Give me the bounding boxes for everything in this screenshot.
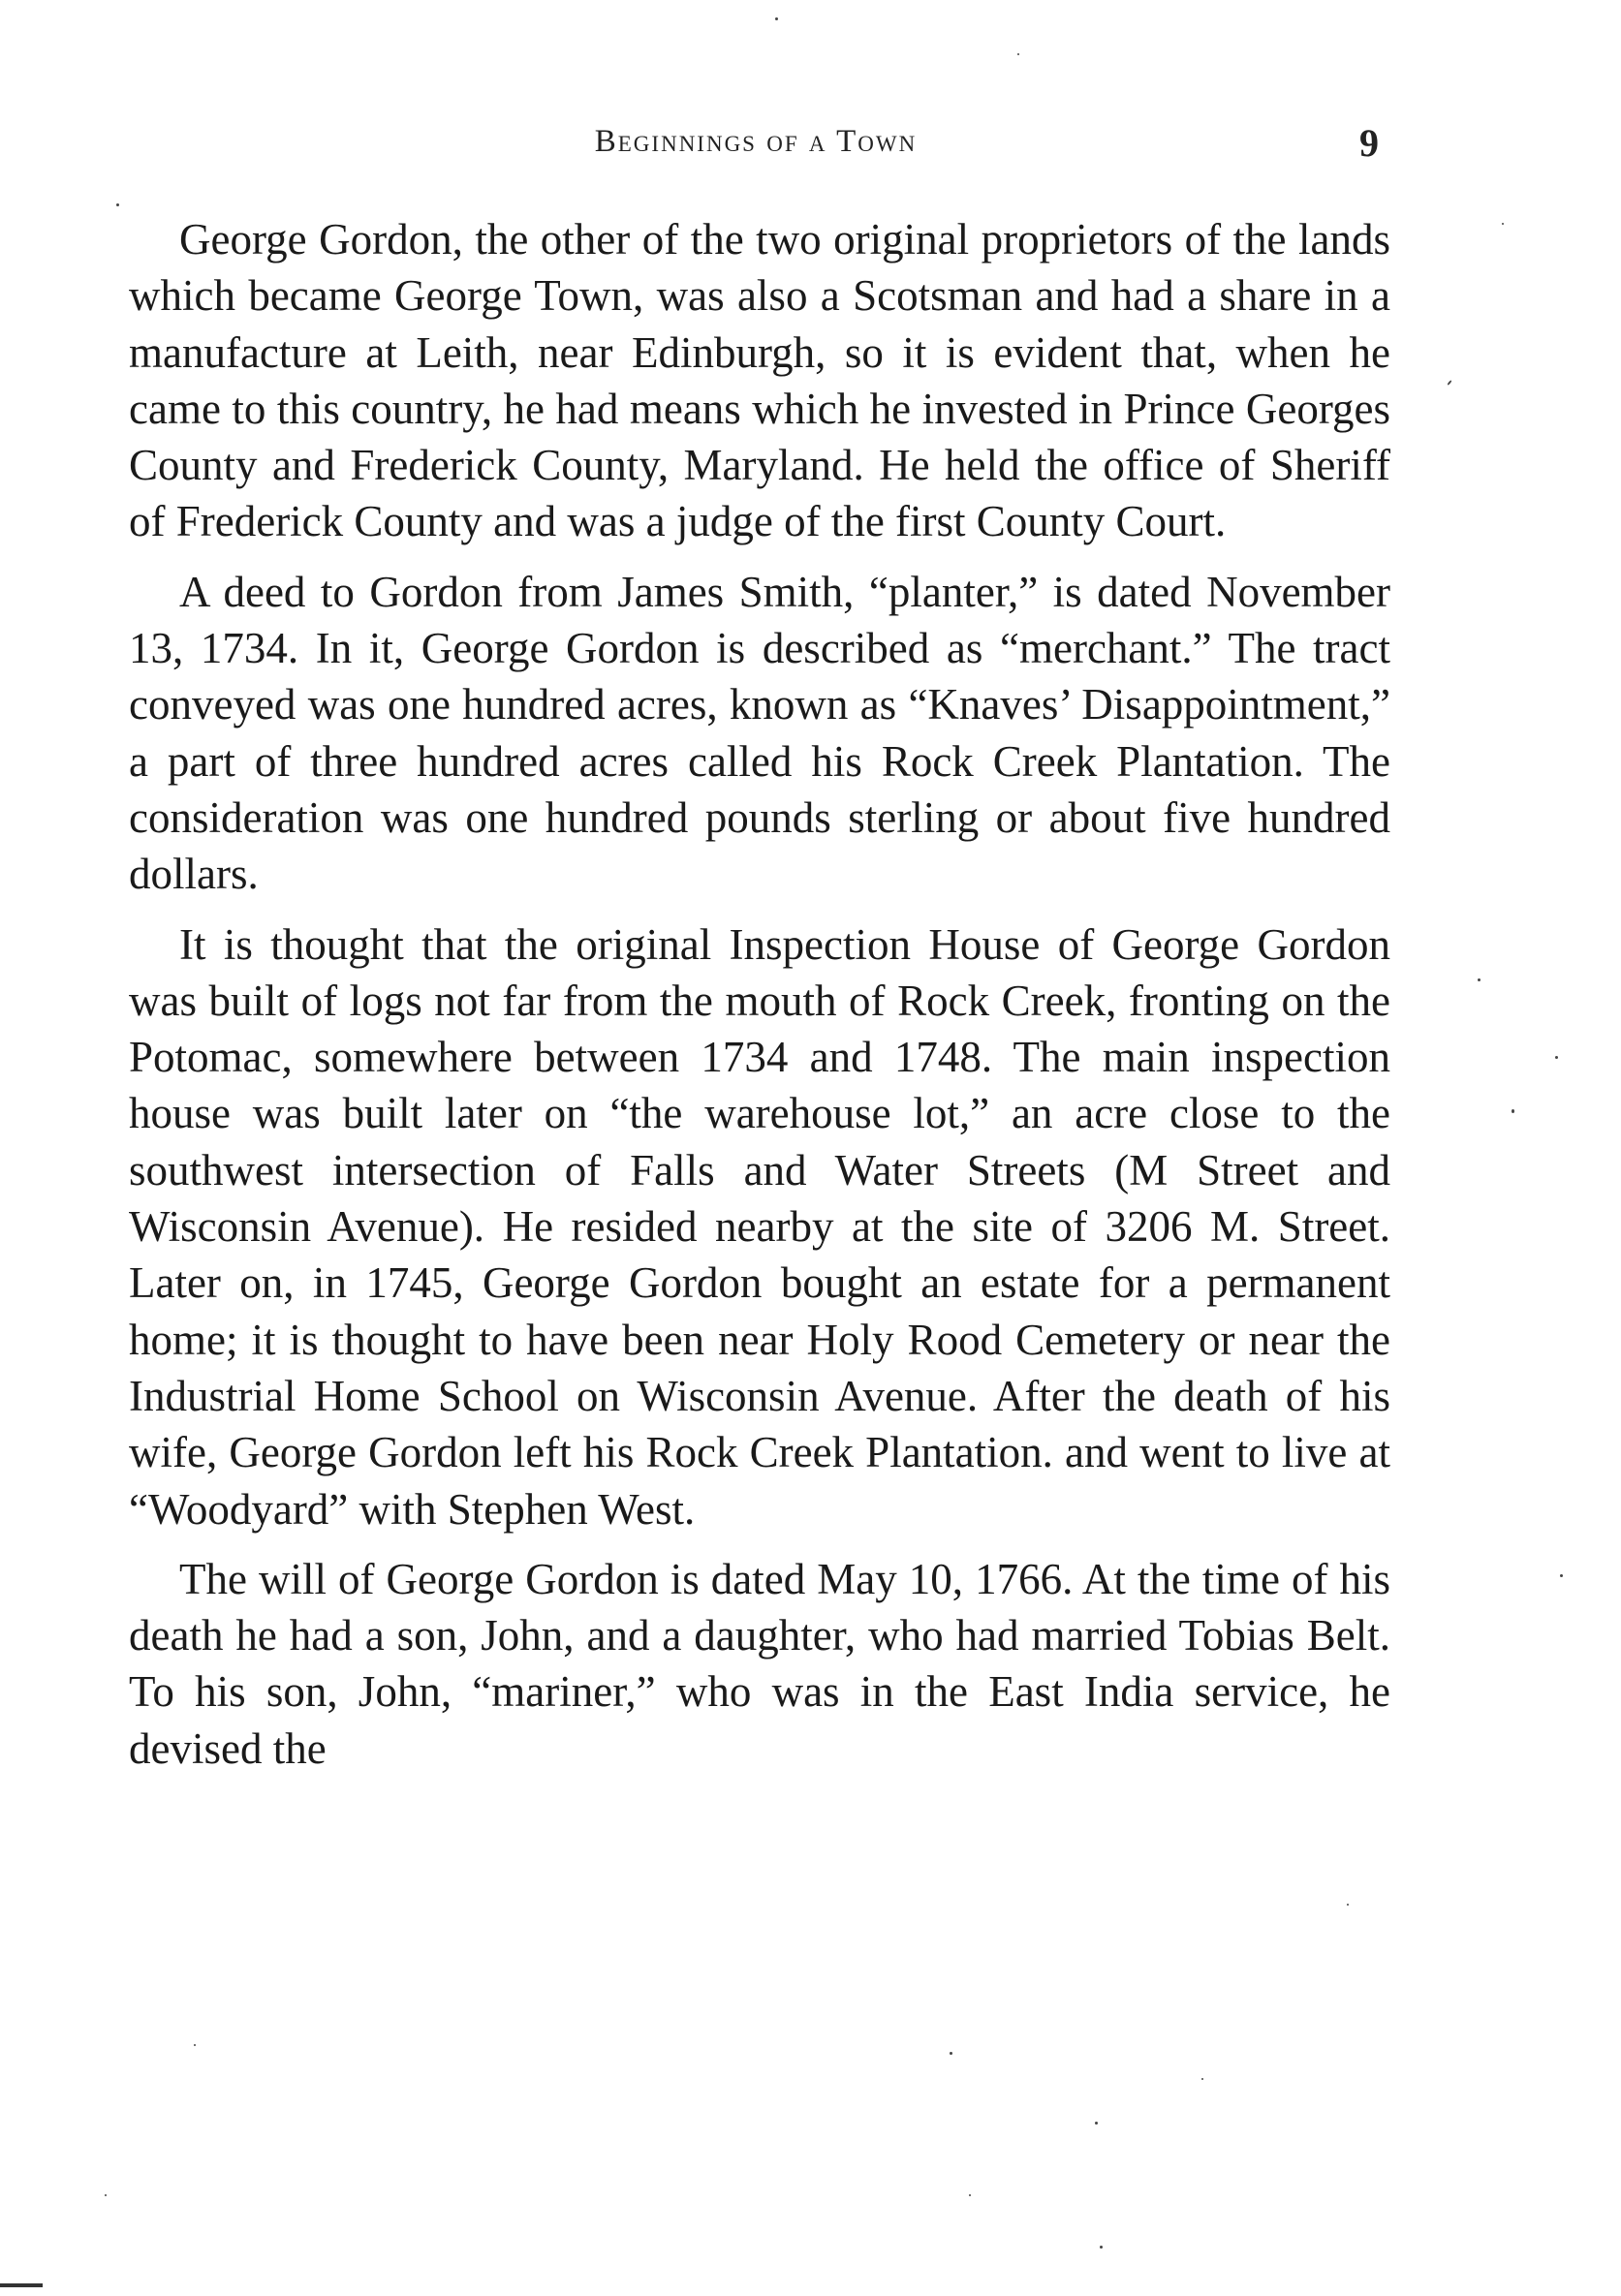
scan-speck bbox=[1347, 1904, 1349, 1906]
scan-speck bbox=[1512, 1109, 1514, 1113]
scan-speck bbox=[194, 2044, 196, 2046]
edge-mark bbox=[0, 2283, 43, 2287]
scan-speck bbox=[969, 2194, 971, 2196]
scan-speck bbox=[1560, 1574, 1563, 1577]
scan-speck bbox=[105, 2194, 107, 2196]
page-number: 9 bbox=[1359, 121, 1379, 165]
scan-speck bbox=[1478, 978, 1481, 981]
scan-speck bbox=[1447, 380, 1451, 386]
scan-speck bbox=[1095, 2122, 1098, 2125]
paragraph: The will of George Gordon is dated May 10, 1766. At the time of his death he had a son, John, and a daughter, who had married Tobias Belt. To his son, John, “mariner,” who was in the East India service, he devised the bbox=[129, 1554, 1390, 1773]
running-head: Beginnings of a Town bbox=[594, 124, 918, 159]
paragraph: A deed to Gordon from James Smith, “planter,” is dated November 13, 1734. In it, George Gordon is described as “merchant.” The tract conveyed was one hundred acres, known as “Knaves’ Disappointment,” a part of three hundred acres called his Rock Creek Plantation. The consideration was one hundred pounds sterling or about five hundred dollars. bbox=[129, 567, 1390, 899]
scan-speck bbox=[775, 17, 778, 20]
scan-speck bbox=[950, 2052, 952, 2055]
paragraph: George Gordon, the other of the two original proprietors of the lands which became George Town, was also a Scotsman and had a share in a manufacture at Leith, near Edinburgh, so it is evident that, when he came to this country, he had means which he invested in Prince Georges County and Frederick County, Maryland. He held the office of Sheriff of Frederick County and was a judge of the first County Court. bbox=[129, 215, 1390, 546]
scan-speck bbox=[1201, 2078, 1203, 2080]
scan-speck bbox=[1502, 223, 1504, 225]
scan-speck bbox=[1100, 2246, 1103, 2249]
scan-speck bbox=[1017, 53, 1019, 55]
scan-speck bbox=[116, 203, 119, 206]
paragraph: It is thought that the original Inspection House of George Gordon was built of logs not far from the mouth of Rock Creek, fronting on the Potomac, somewhere between 1734 and 1748. The main inspection house was built later on “the warehouse lot,” an acre close to the southwest intersection of Falls and Water Streets (M Street and Wisconsin Avenue). He resided nearby at the site of 3206 M. Street. Later on, in 1745, George Gordon bought an estate for a permanent home; it is thought to have been near Holy Rood Cemetery or near the Industrial Home School on Wisconsin Avenue. After the death of his wife, George Gordon left his Rock Creek Plantation. and went to live at “Woodyard” with Stephen West. bbox=[129, 919, 1390, 1534]
body-text bbox=[129, 211, 1390, 1790]
scan-speck bbox=[1555, 1056, 1558, 1059]
